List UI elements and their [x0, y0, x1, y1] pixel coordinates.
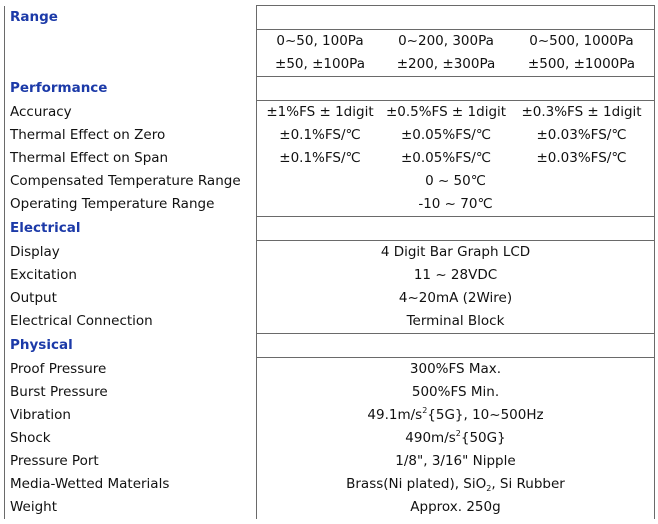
- range-1-c: 0~500, 1000Pa: [529, 33, 634, 49]
- section-range: [5, 6, 655, 30]
- media-row: [5, 473, 655, 496]
- thermal-span-row: [5, 147, 655, 170]
- media-subscript: 2: [486, 484, 492, 493]
- burst-label: Burst Pressure: [5, 381, 257, 404]
- section-performance: [5, 77, 655, 101]
- shock-value: [257, 427, 655, 450]
- thermal-span-b: ±0.05%FS/℃: [400, 150, 491, 166]
- media-label: Media-Wetted Materials: [5, 473, 257, 496]
- thermal-zero-c: ±0.03%FS/℃: [536, 127, 627, 143]
- section-electrical: [5, 217, 655, 241]
- display-row: [5, 241, 655, 265]
- shock-value-rest: {50G}: [460, 430, 506, 446]
- op-temp-value: -10 ~ 70℃: [257, 193, 655, 217]
- thermal-span-c: ±0.03%FS/℃: [536, 150, 627, 166]
- section-title-range: Range: [5, 6, 257, 30]
- excitation-value: 11 ~ 28VDC: [257, 264, 655, 287]
- vibration-value-rest: {5G}, 10~500Hz: [427, 407, 544, 423]
- shock-value-main: 490m/s: [405, 430, 456, 446]
- comp-temp-label: Compensated Temperature Range: [5, 170, 257, 193]
- thermal-zero-a: ±0.1%FS/℃: [279, 127, 361, 143]
- range-row-1: [5, 30, 655, 54]
- burst-value: 500%FS Min.: [257, 381, 655, 404]
- spec-table: [4, 5, 655, 519]
- output-value: 4~20mA (2Wire): [257, 287, 655, 310]
- media-value-main: Brass(Ni plated), SiO: [346, 476, 487, 492]
- range-row-1-label: [5, 30, 257, 54]
- shock-label: Shock: [5, 427, 257, 450]
- thermal-span-label: Thermal Effect on Span: [5, 147, 257, 170]
- comp-temp-row: [5, 170, 655, 193]
- media-value-rest: , Si Rubber: [491, 476, 565, 492]
- connection-label: Electrical Connection: [5, 310, 257, 334]
- output-label: Output: [5, 287, 257, 310]
- accuracy-a: ±1%FS ± 1digit: [266, 104, 374, 120]
- range-row-2-label: [5, 53, 257, 77]
- comp-temp-value: 0 ~ 50℃: [257, 170, 655, 193]
- excitation-row: [5, 264, 655, 287]
- range-1-b: 0~200, 300Pa: [398, 33, 494, 49]
- display-label: Display: [5, 241, 257, 265]
- vibration-exponent: 2: [422, 406, 428, 415]
- range-row-2: [5, 53, 655, 77]
- section-title-physical: Physical: [5, 334, 257, 358]
- port-row: [5, 450, 655, 473]
- shock-row: [5, 427, 655, 450]
- excitation-label: Excitation: [5, 264, 257, 287]
- output-row: [5, 287, 655, 310]
- shock-exponent: 2: [455, 429, 461, 438]
- section-performance-blank: [257, 77, 655, 101]
- thermal-zero-b: ±0.05%FS/℃: [400, 127, 491, 143]
- proof-label: Proof Pressure: [5, 358, 257, 382]
- port-label: Pressure Port: [5, 450, 257, 473]
- weight-value: Approx. 250g: [257, 496, 655, 519]
- display-value: 4 Digit Bar Graph LCD: [257, 241, 655, 265]
- proof-value: 300%FS Max.: [257, 358, 655, 382]
- section-physical-blank: [257, 334, 655, 358]
- connection-row: [5, 310, 655, 334]
- range-1-a: 0~50, 100Pa: [276, 33, 364, 49]
- section-electrical-blank: [257, 217, 655, 241]
- accuracy-b: ±0.5%FS ± 1digit: [385, 104, 507, 120]
- op-temp-label: Operating Temperature Range: [5, 193, 257, 217]
- weight-label: Weight: [5, 496, 257, 519]
- range-2-c: ±500, ±1000Pa: [527, 56, 636, 72]
- vibration-value-main: 49.1m/s: [367, 407, 423, 423]
- accuracy-row: [5, 101, 655, 125]
- thermal-zero-label: Thermal Effect on Zero: [5, 124, 257, 147]
- vibration-value: [257, 404, 655, 427]
- accuracy-c: ±0.3%FS ± 1digit: [521, 104, 642, 120]
- range-2-a: ±50, ±100Pa: [275, 56, 365, 72]
- burst-row: [5, 381, 655, 404]
- port-value: 1/8", 3/16" Nipple: [257, 450, 655, 473]
- op-temp-row: [5, 193, 655, 217]
- section-range-blank: [257, 6, 655, 30]
- thermal-zero-row: [5, 124, 655, 147]
- section-physical: [5, 334, 655, 358]
- range-2-b: ±200, ±300Pa: [396, 56, 496, 72]
- accuracy-label: Accuracy: [5, 101, 257, 125]
- section-title-electrical: Electrical: [5, 217, 257, 241]
- vibration-row: [5, 404, 655, 427]
- media-value: [257, 473, 655, 496]
- connection-value: Terminal Block: [257, 310, 655, 334]
- section-title-performance: Performance: [5, 77, 257, 101]
- weight-row: [5, 496, 655, 519]
- proof-row: [5, 358, 655, 382]
- thermal-span-a: ±0.1%FS/℃: [279, 150, 361, 166]
- vibration-label: Vibration: [5, 404, 257, 427]
